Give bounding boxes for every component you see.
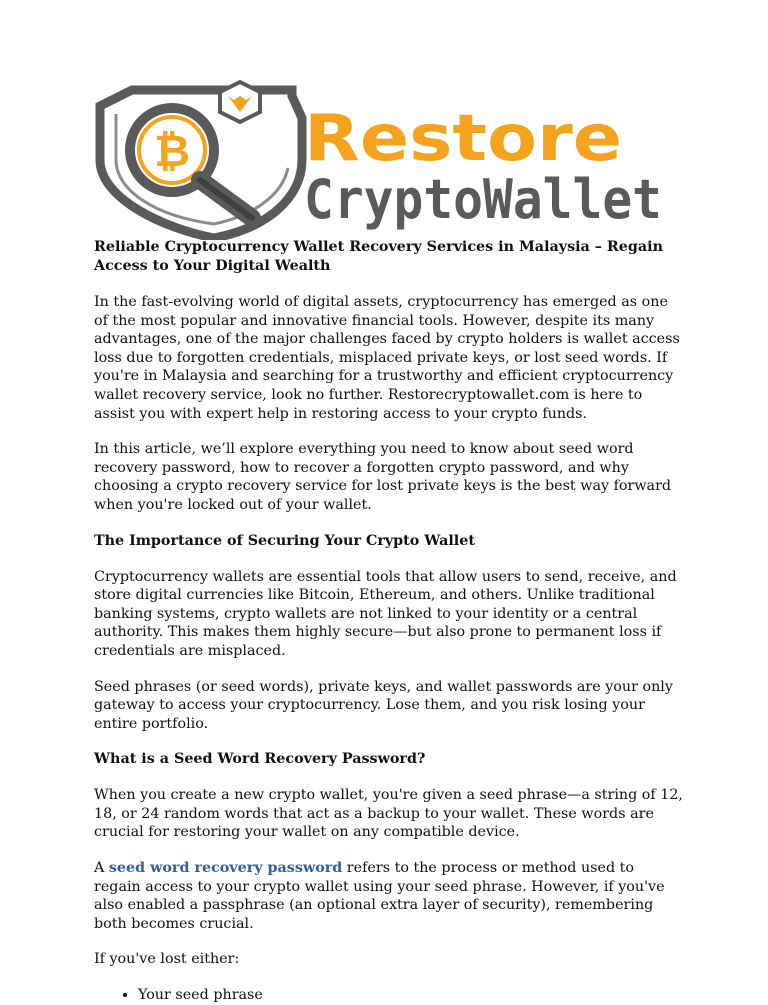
section2-paragraph-1: When you create a new crypto wallet, you're given a seed phrase—a string of 12, 18, or 24 random words that act as a backup to your wallet. These words are crucial for restoring your wallet on any compatible device. bbox=[94, 787, 683, 841]
section2-paragraph-3: If you've lost either: bbox=[94, 951, 240, 968]
lost-items-list bbox=[94, 986, 684, 1005]
article-body bbox=[94, 238, 684, 1005]
seed-word-recovery-password-link[interactable]: seed word recovery password bbox=[108, 860, 343, 877]
list-item: • Your seed phrase bbox=[138, 986, 684, 1005]
intro-paragraph-2: In this article, we’ll explore everything you need to know about seed word recovery password, how to recover a forgotten crypto password, and why choosing a crypto recovery service for lost private keys is the best way forward when you're locked out of your wallet. bbox=[94, 441, 672, 513]
section-heading-securing-wallet: The Importance of Securing Your Crypto Wallet bbox=[94, 532, 475, 549]
intro-paragraph-1: In the fast-evolving world of digital assets, cryptocurrency has emerged as one of the most popular and innovative financial tools. However, despite its many advantages, one of the major challenges faced by crypto holders is wallet access loss due to forgotten credentials, misplaced private keys, or lost seed words. If you're in Malaysia and searching for a trustworthy and efficient cryptocurrency wallet recovery service, look no further. Restorecryptowallet.com is here to assist you with expert help in restoring access to your crypto funds. bbox=[94, 294, 680, 422]
bitcoin-icon: ₿ bbox=[154, 126, 190, 177]
paragraph-suffix: refers to the process or method used to regain access to your crypto wallet using your seed phrase. However, if you've also enabled a passphrase (an optional extra layer of security), remembering both becomes crucial. bbox=[94, 860, 665, 932]
brand-name-line2: CryptoWallet bbox=[304, 168, 662, 231]
section-heading-seed-word: What is a Seed Word Recovery Password? bbox=[94, 751, 426, 768]
section2-paragraph-2 bbox=[94, 859, 684, 933]
restore-crypto-wallet-logo bbox=[92, 78, 667, 240]
brand-name-line1: Restore bbox=[304, 102, 622, 176]
article-title: Reliable Cryptocurrency Wallet Recovery Services in Malaysia – Regain Access to Your Digital Wealth bbox=[94, 239, 663, 274]
section1-paragraph-2: Seed phrases (or seed words), private keys, and wallet passwords are your only gateway to access your cryptocurrency. Lose them, and you risk losing your entire portfolio. bbox=[94, 678, 673, 732]
section1-paragraph-1: Cryptocurrency wallets are essential tools that allow users to send, receive, and store digital currencies like Bitcoin, Ethereum, and others. Unlike traditional banking systems, crypto wallets are not linked to your identity or a central authority. This makes them highly secure—but also prone to permanent loss if credentials are misplaced. bbox=[94, 568, 677, 659]
paragraph-prefix: A bbox=[94, 860, 109, 877]
